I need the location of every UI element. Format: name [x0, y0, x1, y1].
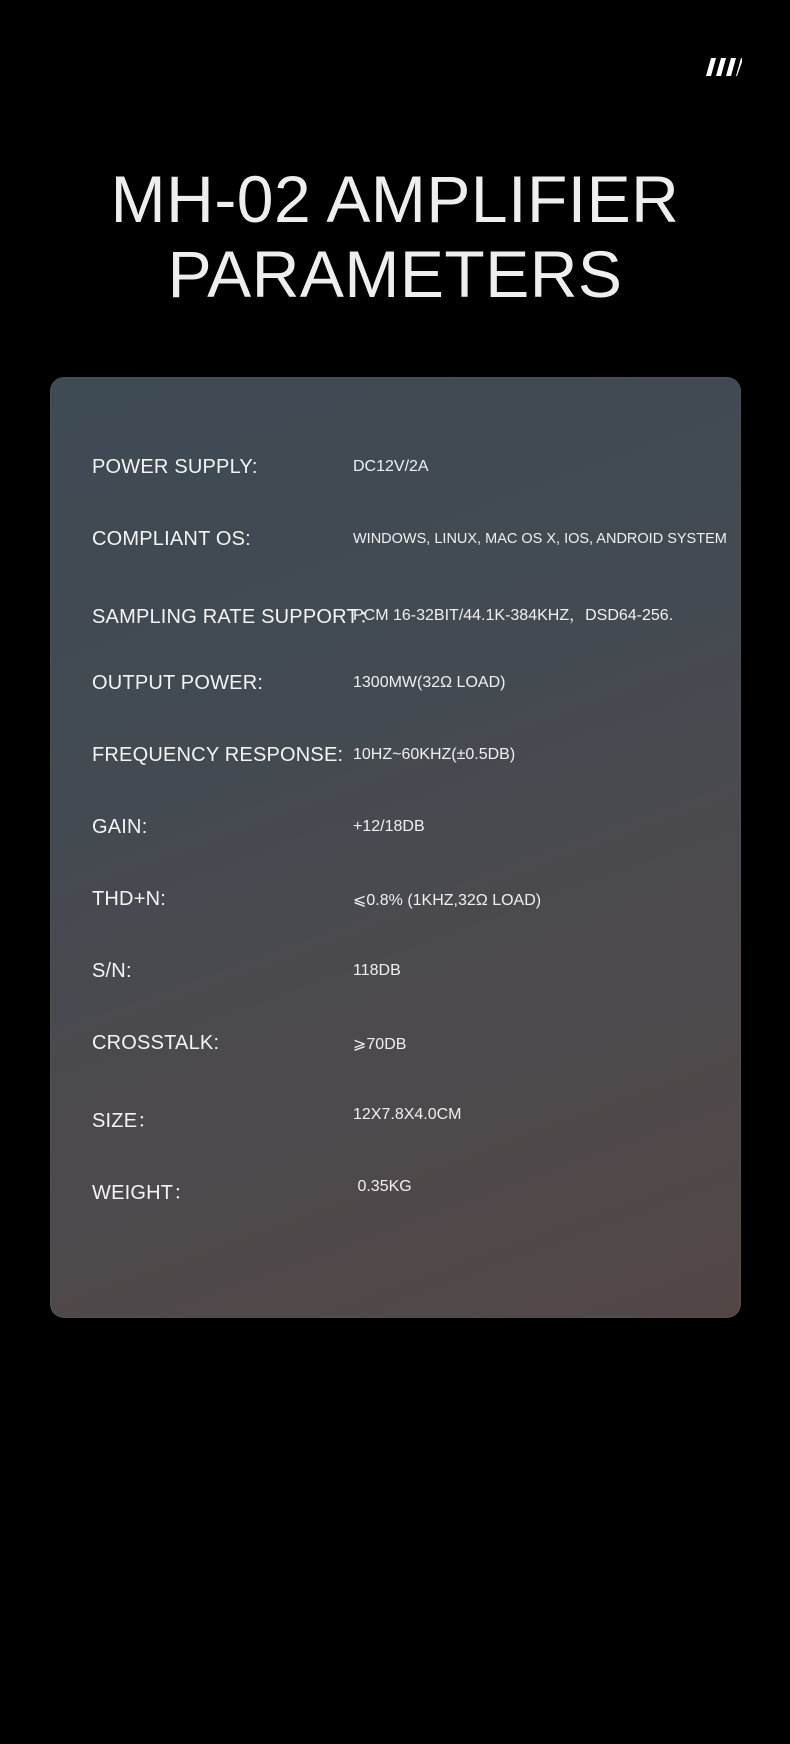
spec-value: 0.35KG — [353, 1178, 412, 1195]
spec-label: THD+N: — [92, 888, 166, 910]
spec-row-thd-n — [50, 882, 741, 922]
spec-value: 12X7.8X4.0CM — [353, 1106, 462, 1123]
spec-label: COMPLIANT OS: — [92, 528, 251, 550]
spec-label: CROSSTALK: — [92, 1032, 220, 1054]
spec-row-compliant-os — [50, 522, 741, 562]
spec-value: WINDOWS, LINUX, MAC OS X, IOS, ANDROID SYSTEM — [353, 531, 727, 547]
spec-label: WEIGHT： — [92, 1182, 194, 1204]
spec-value: ⩽0.8% (1KHZ,32Ω LOAD) — [353, 892, 542, 909]
spec-label: FREQUENCY RESPONSE: — [92, 744, 344, 766]
spec-value: PCM 16-32BIT/44.1K-384KHZ，DSD64-256. — [353, 607, 674, 624]
spec-row-gain — [50, 810, 741, 850]
page-title — [0, 162, 790, 312]
title-line-2: PARAMETERS — [167, 237, 623, 311]
spec-row-s-n — [50, 954, 741, 994]
spec-label: SAMPLING RATE SUPPORT： — [92, 606, 380, 628]
spec-label: POWER SUPPLY: — [92, 456, 258, 478]
spec-label: S/N: — [92, 960, 132, 982]
spec-row-size — [50, 1098, 741, 1138]
spec-value: 10HZ~60KHZ(±0.5DB) — [353, 746, 516, 763]
spec-value: 118DB — [353, 962, 401, 979]
spec-label: OUTPUT POWER: — [92, 672, 264, 694]
spec-label: SIZE： — [92, 1110, 158, 1132]
slash-marks-icon — [706, 58, 742, 76]
spec-row-frequency-response — [50, 738, 741, 778]
spec-row-sampling-rate — [50, 594, 741, 634]
spec-value: ⩾70DB — [353, 1036, 407, 1053]
spec-value: +12/18DB — [353, 818, 425, 835]
spec-row-power-supply — [50, 450, 741, 490]
spec-row-weight — [50, 1170, 741, 1210]
spec-value: 1300MW(32Ω LOAD) — [353, 674, 506, 691]
spec-value: DC12V/2A — [353, 458, 429, 475]
specs-card — [50, 377, 741, 1318]
spec-label: GAIN: — [92, 816, 148, 838]
spec-row-output-power — [50, 666, 741, 706]
spec-row-crosstalk — [50, 1026, 741, 1066]
title-line-1: MH-02 AMPLIFIER — [110, 162, 680, 236]
